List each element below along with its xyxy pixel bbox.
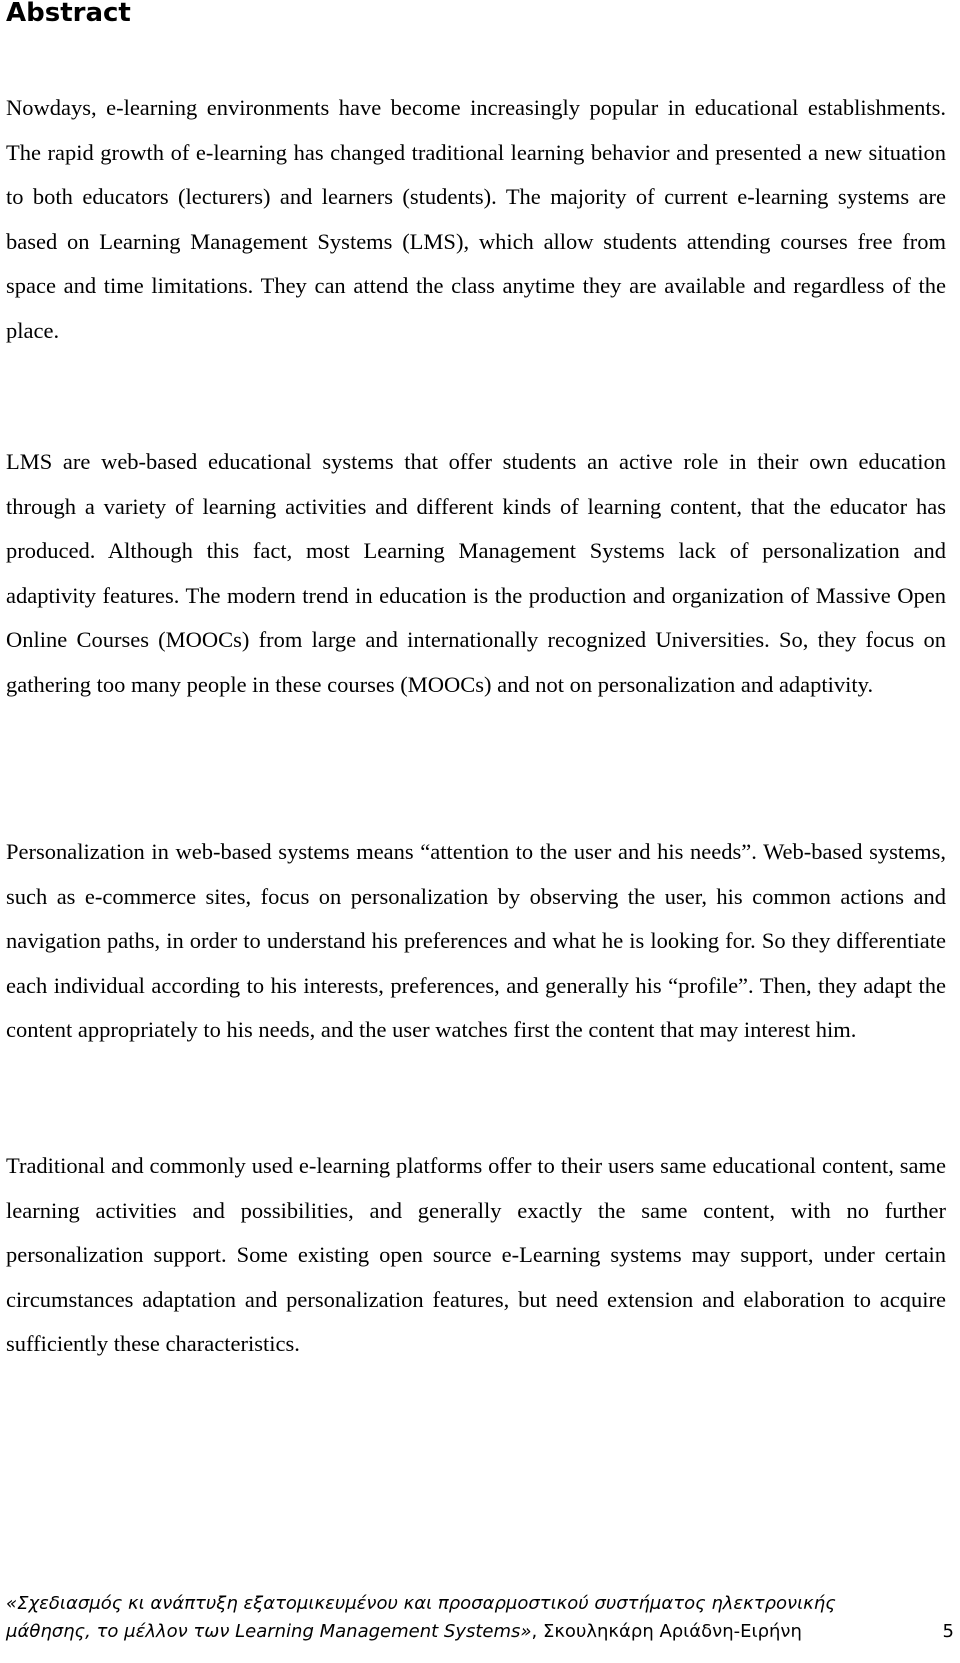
- footer-title-line1: «Σχεδιασμός κι ανάπτυξη εξατομικευμένου και προσαρμοστικού συστήματος ηλεκτρονικής: [6, 1593, 836, 1614]
- footer-line2: [6, 1618, 954, 1646]
- footer-author: , Σκουληκάρη Αριάδνη-Ειρήνη: [531, 1621, 802, 1642]
- page-footer: [6, 1590, 954, 1646]
- page-number: 5: [942, 1621, 954, 1642]
- paragraph-3: Personalization in web-based systems means “attention to the user and his needs”. Web-based systems, such as e-commerce sites, focus on personalization by observing the user, his common actions and navigation paths, in order to understand his preferences and what he is looking for. So they differentiate each individual according to his interests, preferences, and generally his “profile”. Then, they adapt the content appropriately to his needs, and the user watches first the content that may interest him.: [6, 839, 946, 1043]
- footer-title-and-author: [6, 1618, 802, 1646]
- footer-title-line2: μάθησης, το μέλλον των Learning Management Systems»: [6, 1621, 532, 1642]
- paragraph-2: LMS are web-based educational systems that offer students an active role in their own education through a variety of learning activities and different kinds of learning content, that the educator has produced. Although this fact, most Learning Management Systems lack of personalization and adaptivity features. The modern trend in education is the production and organization of Massive Open Online Courses (MOOCs) from large and internationally recognized Universities. So, they focus on gathering too many people in these courses (MOOCs) and not on personalization and adaptivity.: [6, 449, 946, 697]
- paragraph-1: Nowdays, e-learning environments have become increasingly popular in educational establishments. The rapid growth of e-learning has changed traditional learning behavior and presented a new situation to both educators (lecturers) and learners (students). The majority of current e-learning systems are based on Learning Management Systems (LMS), which allow students attending courses free from space and time limitations. They can attend the class anytime they are available and regardless of the place.: [6, 95, 946, 343]
- paragraph-4: Traditional and commonly used e-learning platforms offer to their users same educational content, same learning activities and possibilities, and generally exactly the same content, with no further personalization support. Some existing open source e-Learning systems may support, under certain circumstances adaptation and personalization features, but need extension and elaboration to acquire sufficiently these characteristics.: [6, 1153, 946, 1357]
- section-heading: Abstract: [6, 0, 131, 28]
